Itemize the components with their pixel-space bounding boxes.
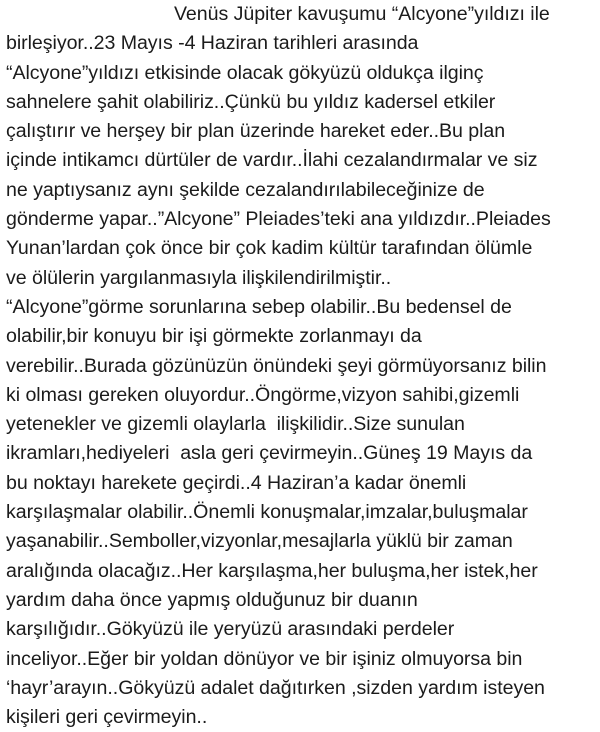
text-line: inceliyor..Eğer bir yoldan dönüyor ve bir işiniz olmuyorsa bin <box>6 647 523 670</box>
text-line: yardım daha önce yapmış olduğunuz bir duanın <box>6 588 418 611</box>
text-line: ne yaptıysanız aynı şekilde cezalandırılabileceğinize de <box>6 178 485 201</box>
text-line: çalıştırır ve herşey bir plan üzerinde hareket eder..Bu plan <box>6 120 506 143</box>
text-line: karşılığıdır..Gökyüzü ile yeryüzü arasındaki perdeler <box>6 618 455 641</box>
text-line: “Alcyone”yıldızı etkisinde olacak gökyüzü oldukça ilginç <box>6 61 484 84</box>
text-line: Yunan’lardan çok önce bir çok kadim kültür tarafından ölümle <box>6 237 533 260</box>
text-line: birleşiyor..23 Mayıs -4 Haziran tarihleri arasında <box>6 32 419 55</box>
text-line: ikramları,hediyeleri asla geri çevirmeyin..Güneş 19 Mayıs da <box>6 442 533 465</box>
text-line: aralığında olacağız..Her karşılaşma,her buluşma,her istek,her <box>6 559 538 582</box>
text-line: olabilir,bir konuyu bir işi görmekte zorlanmayı da <box>6 325 422 348</box>
text-line: gönderme yapar..”Alcyone” Pleiades’teki ana yıldızdır..Pleiades <box>6 208 551 231</box>
text-line: yetenekler ve gizemli olaylarla ilişkilidir..Size sunulan <box>6 413 465 436</box>
text-line: kişileri geri çevirmeyin.. <box>6 706 208 729</box>
text-line: verebilir..Burada gözünüzün önündeki şeyi görmüyorsanız bilin <box>6 354 547 377</box>
text-line: sahnelere şahit olabiliriz..Çünkü bu yıldız kadersel etkiler <box>6 90 496 113</box>
text-line: ve ölülerin yargılanmasıyla ilişkilendirilmiştir.. <box>6 266 392 289</box>
text-line: “Alcyone”görme sorunlarına sebep olabilir..Bu bedensel de <box>6 295 512 318</box>
text-line: ‘hayr’arayın..Gökyüzü adalet dağıtırken ,sizden yardım isteyen <box>6 676 545 699</box>
text-line: Venüs Jüpiter kavuşumu “Alcyone”yıldızı ile <box>174 3 550 25</box>
text-line: bu noktayı harekete geçirdi..4 Haziran’a kadar önemli <box>6 471 467 494</box>
text-line: karşılaşmalar olabilir..Önemli konuşmalar,imzalar,buluşmalar <box>6 501 528 524</box>
text-line: içinde intikamcı dürtüler de vardır..İlahi cezalandırmalar ve siz <box>6 149 538 172</box>
text-line: ki olması gereken oluyordur..Öngörme,vizyon sahibi,gizemli <box>6 383 520 406</box>
text-line: yaşanabilir..Semboller,vizyonlar,mesajlarla yüklü bir zaman <box>6 530 513 553</box>
